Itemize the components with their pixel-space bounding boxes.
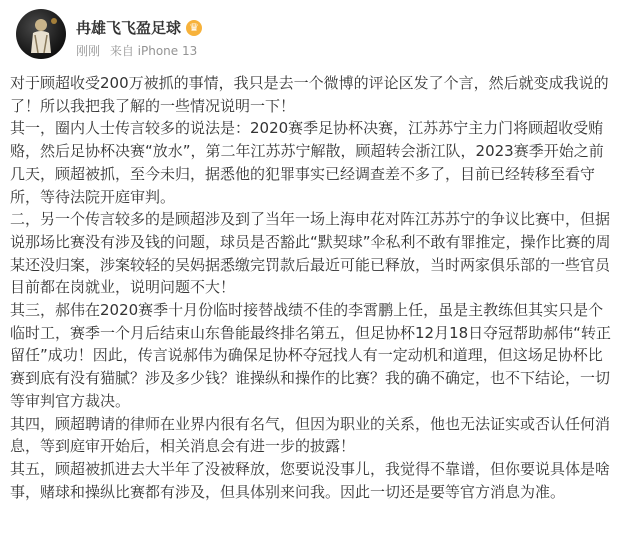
paragraph-2: 二，另一个传言较多的是顾超涉及到了当年一场上海申花对阵江苏苏宁的争议比赛中，但据说那场比赛没有涉及钱的问题，球员是否豁此“默契球”伞私利不敢有罪推定，操作比赛的周某还没归案，涉案较轻的吴妈据悉缴完罚款后最近可能已释放，当时两家俱乐部的一些官员目前都在岗就业，说明问题不大！ [10,210,611,297]
paragraph-5: 其五，顾超被抓进去大半年了没被释放，您要说没事儿，我觉得不靠谱，但你要说具体是啥事，赌球和操纵比赛都有涉及，但具体别来问我。因此一切还是要等官方消息为准。 [10,459,611,501]
paragraph-1: 其一，圈内人士传言较多的说法是：2020赛季足协杯决赛，江苏苏宁主力门将顾超收受贿赂，然后足协杯决赛“放水”，第二年江苏苏宁解散，顾超转会浙江队，2023赛季开始之前几天，顾超被抓，至今未归，据悉他的犯罪事实已经调查差不多了，目前已经转移至看守所，等待法院开庭审判。 [10,119,604,206]
post-content [10,72,614,503]
post-time: 刚刚 [76,44,101,58]
post-header [16,9,616,61]
post-meta [76,42,203,59]
paragraph-4: 其四，顾超聘请的律师在业界内很有名气，但因为职业的关系，他也无法证实或否认任何消息，等到庭审开始后，相关消息会有进一步的披露！ [10,414,611,456]
paragraph-3: 其三，郝伟在2020赛季十月份临时接替战绩不佳的李霄鹏上任，虽是主教练但其实只是个临时工，赛季一个月后结束山东鲁能最终排名第五，但足协杯12月18日夺冠帮助郝伟“转正留任”成功！因此，传言说郝伟为确保足协杯夺冠找人有一定动机和道理，但这场足协杯比赛到底有没有猫腻？涉及多少钱？谁操纵和操作的比赛？我的确不确定，也不下结论，一切等审判官方裁决。 [10,301,611,410]
avatar-figure-icon [16,9,66,59]
avatar[interactable] [16,9,66,59]
vip-crown-icon: ♛ [186,20,202,36]
username-text[interactable]: 冉雄飞飞盈足球 [76,19,182,37]
username[interactable] [76,17,202,38]
paragraph-intro: 对于顾超收受200万被抓的事情，我只是去一个微博的评论区发了个言，然后就变成我说的了！所以我把我了解的一些情况说明一下！ [10,74,609,115]
post-source: 来自 iPhone 13 [109,44,198,58]
